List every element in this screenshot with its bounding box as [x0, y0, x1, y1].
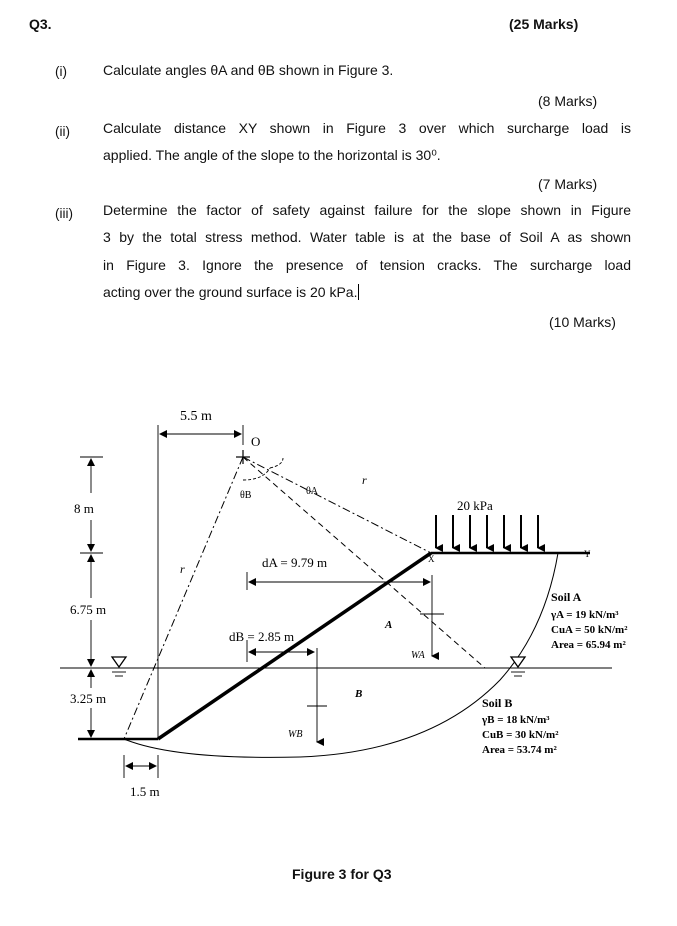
label-theta-b: θB	[240, 490, 252, 501]
part-ii-line-2: applied. The angle of the slope to the horizontal is 30⁰.	[103, 147, 441, 164]
label-325m: 3.25 m	[70, 691, 107, 706]
theta-a-arc	[270, 458, 283, 468]
radius-line-left	[124, 457, 243, 739]
part-iii-line-4-text: acting over the ground surface is 20 kPa.	[103, 283, 358, 300]
soil-a-gamma: γA = 19 kN/m³	[551, 609, 619, 621]
label-point-y: Y	[584, 549, 591, 559]
label-8m: 8 m	[74, 501, 94, 516]
water-symbol-right	[511, 657, 525, 667]
part-ii-label: (ii)	[55, 124, 70, 139]
label-wb: WB	[288, 729, 303, 740]
soil-a-area: Area = 65.94 m²	[551, 639, 626, 651]
part-i-marks: (8 Marks)	[538, 93, 598, 109]
surcharge-arrows	[436, 515, 538, 548]
question-number: Q3.	[29, 16, 52, 32]
soil-b-area: Area = 53.74 m²	[482, 744, 557, 756]
label-region-b: B	[355, 688, 363, 700]
figure-caption: Figure 3 for Q3	[292, 866, 392, 882]
soil-a-cu: CuA = 50 kN/m²	[551, 624, 628, 636]
part-i-label: (i)	[55, 64, 67, 79]
part-iii-line-2: 3 by the total stress method. Water table is at the base of Soil A as shown	[103, 229, 631, 246]
label-radius-left: r	[180, 562, 185, 576]
label-dA: dA = 9.79 m	[262, 555, 328, 570]
soil-a-name: Soil A	[551, 590, 582, 604]
soil-b-cu: CuB = 30 kN/m²	[482, 729, 559, 741]
label-center-o: O	[251, 434, 261, 449]
part-ii-marks: (7 Marks)	[538, 176, 598, 192]
soil-b-gamma: γB = 18 kN/m³	[482, 714, 550, 726]
label-dB: dB = 2.85 m	[229, 629, 295, 644]
part-i-text: Calculate angles θA and θB shown in Figure 3.	[103, 62, 394, 78]
theta-b-arc	[243, 468, 270, 480]
slope-line	[158, 553, 431, 739]
part-iii-marks: (10 Marks)	[549, 314, 616, 330]
part-ii-line-1: Calculate distance XY shown in Figure 3 over which surcharge load is	[103, 120, 631, 136]
part-iii-line-3: in Figure 3. Ignore the presence of tension cracks. The surcharge load	[103, 256, 631, 273]
label-675m: 6.75 m	[70, 602, 107, 617]
label-15m: 1.5 m	[130, 784, 160, 799]
water-symbol-left	[112, 657, 126, 667]
label-region-a: A	[385, 619, 393, 631]
label-point-x: X	[428, 554, 435, 564]
label-surcharge: 20 kPa	[457, 498, 493, 513]
part-iii-line-1: Determine the factor of safety against failure for the slope shown in Figure	[103, 202, 631, 218]
part-iii-label: (iii)	[55, 206, 73, 221]
slip-circle-arc	[124, 553, 558, 757]
label-theta-a: θA	[306, 486, 319, 497]
label-radius-right: r	[362, 473, 367, 487]
soil-b-name: Soil B	[482, 696, 513, 710]
label-wa: WA	[411, 650, 425, 661]
label-5-5m: 5.5 m	[180, 409, 212, 424]
total-marks: (25 Marks)	[509, 16, 579, 32]
